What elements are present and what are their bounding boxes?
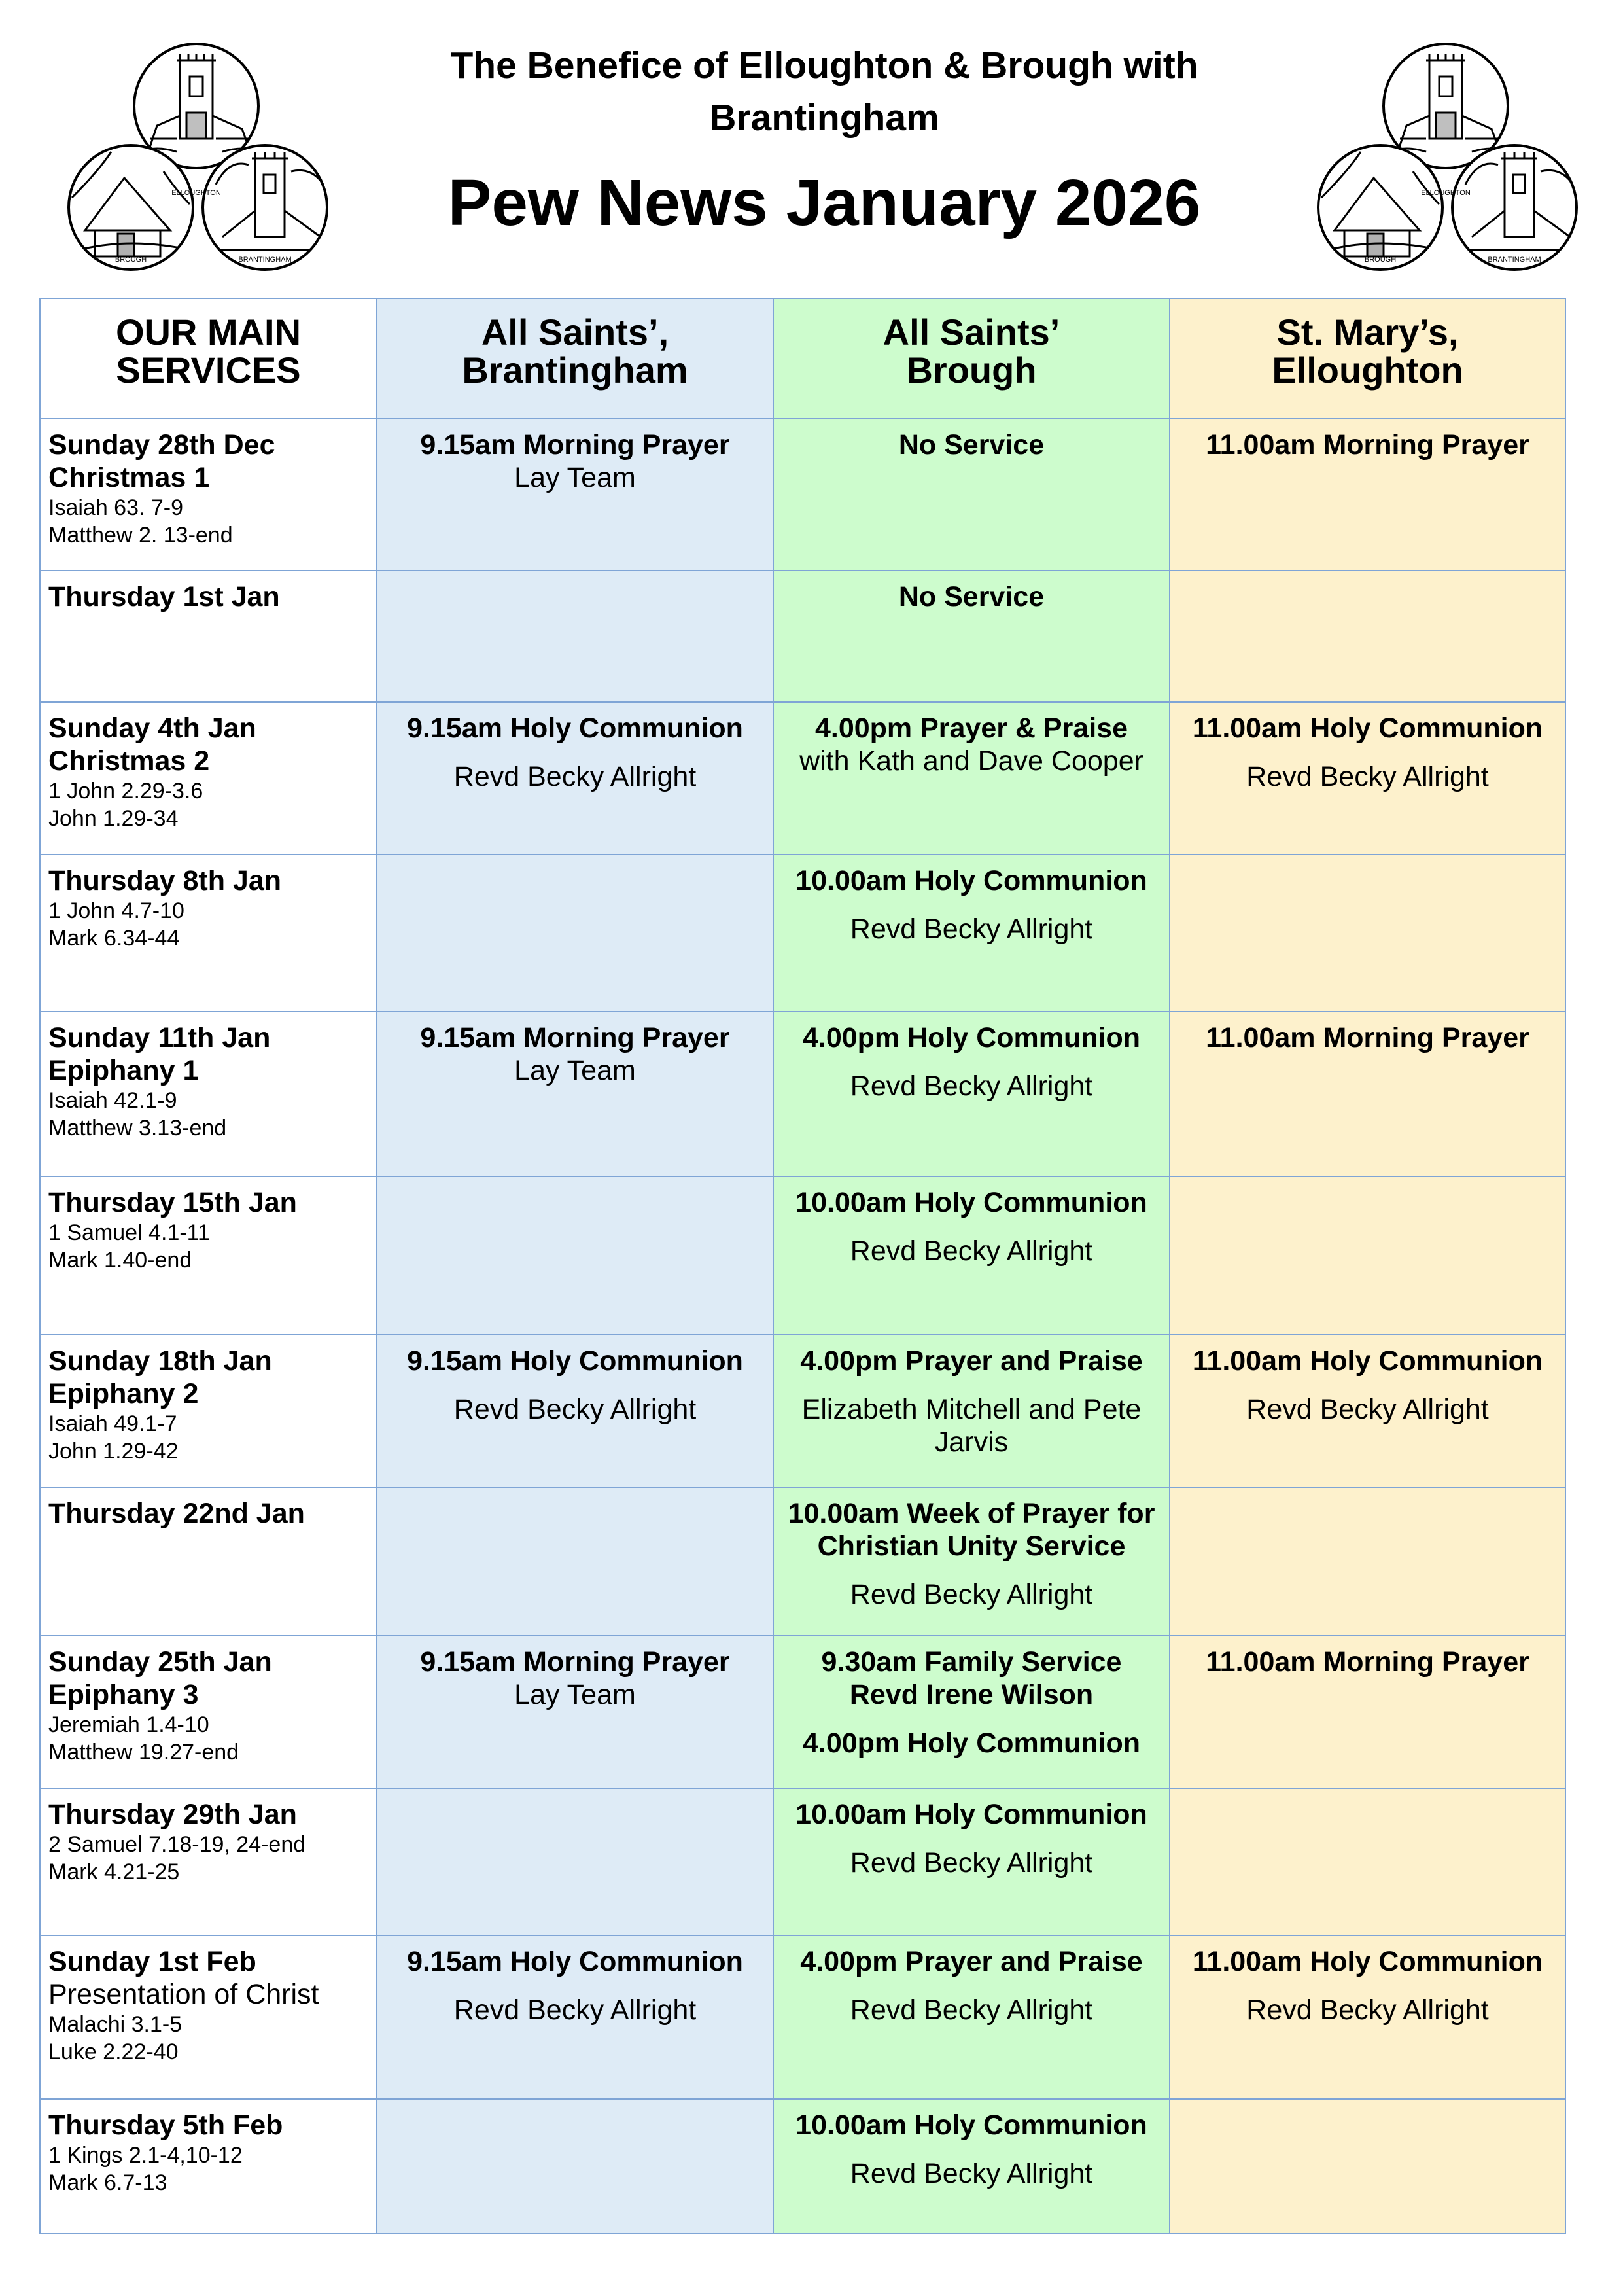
- day-cell: [40, 571, 377, 702]
- service-time: 10.00am Week of Prayer for Christian Unity Service: [788, 1498, 1155, 1562]
- logo-label-brantingham: BRANTINGHAM: [1488, 256, 1541, 264]
- reading: 1 Samuel 4.1-11: [48, 1220, 210, 1245]
- church-brough-drawing: [69, 145, 193, 270]
- day-cell: [40, 1012, 377, 1176]
- service-leader: Lay Team: [514, 1055, 636, 1086]
- table-row: [40, 571, 1565, 702]
- brantingham-cell: [377, 1487, 773, 1636]
- service-time: 4.00pm Prayer & Praise: [814, 713, 1128, 744]
- day-occasion: Epiphany 3: [48, 1679, 199, 1710]
- elloughton-cell: [1170, 1012, 1565, 1176]
- service-time: 9.15am Holy Communion: [407, 1946, 743, 1977]
- elloughton-cell: [1170, 855, 1565, 1012]
- day-occasion: Christmas 1: [48, 462, 210, 493]
- day-cell: [40, 702, 377, 855]
- service-leader: Revd Becky Allright: [850, 913, 1093, 945]
- reading: Mark 6.34-44: [48, 926, 180, 951]
- brough-cell: [773, 419, 1170, 571]
- day-name: Sunday 25th Jan: [48, 1646, 272, 1678]
- brough-cell: [773, 1935, 1170, 2099]
- service-time: 4.00pm Prayer and Praise: [800, 1946, 1143, 1977]
- header-line: St. Mary’s,: [1276, 311, 1459, 353]
- day-name: Sunday 11th Jan: [48, 1022, 271, 1053]
- brough-cell: [773, 1487, 1170, 1636]
- service-time: 4.00pm Prayer and Praise: [800, 1345, 1143, 1377]
- table-row: [40, 1012, 1565, 1176]
- service-time: 9.15am Holy Communion: [407, 1345, 743, 1377]
- brantingham-cell: [377, 855, 773, 1012]
- brough-cell: [773, 1335, 1170, 1487]
- brough-cell: [773, 855, 1170, 1012]
- service-time: 9.30am Family Service: [821, 1646, 1122, 1678]
- service-time: 11.00am Morning Prayer: [1206, 1022, 1529, 1053]
- header-our-main-services: [40, 298, 377, 419]
- service-leader: Revd Becky Allright: [850, 1994, 1093, 2026]
- table-row: [40, 419, 1565, 571]
- header-line: SERVICES: [116, 349, 301, 391]
- day-name: Thursday 29th Jan: [48, 1799, 297, 1830]
- brough-cell: [773, 1012, 1170, 1176]
- reading: Isaiah 42.1-9: [48, 1088, 177, 1113]
- logo-label-elloughton: ELLOUGHTON: [171, 189, 221, 197]
- reading: 1 John 2.29-3.6: [48, 779, 203, 804]
- day-cell: [40, 1176, 377, 1335]
- service-leader: Elizabeth Mitchell and Pete Jarvis: [801, 1394, 1142, 1458]
- service-time: 9.15am Morning Prayer: [420, 1022, 730, 1053]
- day-cell: [40, 1487, 377, 1636]
- service-time: No Service: [898, 581, 1045, 612]
- brough-cell: [773, 702, 1170, 855]
- brough-cell: [773, 2099, 1170, 2233]
- service-time: 11.00am Holy Communion: [1192, 713, 1543, 744]
- day-cell: [40, 1788, 377, 1935]
- service-leader: Revd Becky Allright: [1246, 761, 1489, 792]
- page-title: Pew News January 2026: [447, 166, 1201, 239]
- table-row: [40, 1788, 1565, 1935]
- service-leader: Revd Becky Allright: [850, 1847, 1093, 1879]
- reading: John 1.29-42: [48, 1439, 179, 1464]
- service-time: 10.00am Holy Communion: [795, 1799, 1147, 1830]
- service-leader: Lay Team: [514, 462, 636, 493]
- reading: Mark 4.21-25: [48, 1860, 180, 1884]
- day-cell: [40, 1935, 377, 2099]
- brantingham-cell: [377, 2099, 773, 2233]
- service-time: 9.15am Holy Communion: [407, 713, 743, 744]
- table-row: [40, 2099, 1565, 2233]
- reading: Luke 2.22-40: [48, 2040, 179, 2064]
- service-time: 11.00am Morning Prayer: [1206, 429, 1529, 461]
- brantingham-cell: [377, 571, 773, 702]
- brantingham-cell: [377, 702, 773, 855]
- day-cell: [40, 2099, 377, 2233]
- service-leader: Revd Becky Allright: [850, 1070, 1093, 1102]
- day-cell: [40, 1335, 377, 1487]
- brantingham-cell: [377, 419, 773, 571]
- day-name: Sunday 18th Jan: [48, 1345, 272, 1377]
- service-leader: Revd Becky Allright: [453, 761, 697, 792]
- logo-label-elloughton: ELLOUGHTON: [1421, 189, 1471, 197]
- header-line: All Saints’: [882, 311, 1060, 353]
- church-brantingham-drawing: [1452, 145, 1580, 270]
- benefice-logo-right: [1315, 41, 1583, 276]
- services-table: [39, 298, 1566, 2234]
- brough-cell: [773, 571, 1170, 702]
- church-brough-drawing: [1318, 145, 1442, 270]
- day-name: Sunday 28th Dec: [48, 429, 275, 461]
- day-cell: [40, 855, 377, 1012]
- elloughton-cell: [1170, 702, 1565, 855]
- brough-cell: [773, 1788, 1170, 1935]
- elloughton-cell: [1170, 1487, 1565, 1636]
- reading: 1 John 4.7-10: [48, 898, 184, 923]
- reading: Malachi 3.1-5: [48, 2012, 183, 2037]
- service-leader: Revd Becky Allright: [1246, 1994, 1489, 2026]
- service-time: 4.00pm Holy Communion: [802, 1022, 1141, 1053]
- day-occasion: Epiphany 1: [48, 1055, 199, 1086]
- church-brantingham-drawing: [203, 145, 330, 270]
- day-occasion: Presentation of Christ: [48, 1979, 319, 2010]
- reading: Isaiah 49.1-7: [48, 1411, 177, 1436]
- service-time: 11.00am Morning Prayer: [1206, 1646, 1529, 1678]
- brantingham-cell: [377, 1335, 773, 1487]
- elloughton-cell: [1170, 1636, 1565, 1788]
- reading: Matthew 19.27-end: [48, 1740, 239, 1765]
- reading: Jeremiah 1.4-10: [48, 1712, 209, 1737]
- service-leader: Revd Becky Allright: [1246, 1394, 1489, 1425]
- elloughton-cell: [1170, 1335, 1565, 1487]
- brantingham-cell: [377, 1788, 773, 1935]
- table-header-row: [40, 298, 1565, 419]
- service-leader: Lay Team: [514, 1679, 636, 1710]
- benefice-name-line2: Brantingham: [709, 97, 939, 139]
- header-elloughton: [1170, 298, 1565, 419]
- header-line: Brough: [906, 349, 1037, 391]
- service-leader: with Kath and Dave Cooper: [799, 745, 1143, 777]
- table-row: [40, 702, 1565, 855]
- logo-label-brough: BROUGH: [1364, 256, 1397, 264]
- day-occasion: Epiphany 2: [48, 1378, 199, 1409]
- day-name: Thursday 15th Jan: [48, 1187, 297, 1218]
- header-brantingham: [377, 298, 773, 419]
- service-time: 9.15am Morning Prayer: [420, 429, 730, 461]
- day-cell: [40, 419, 377, 571]
- elloughton-cell: [1170, 2099, 1565, 2233]
- day-name: Sunday 1st Feb: [48, 1946, 256, 1977]
- benefice-name-line1: The Benefice of Elloughton & Brough with: [450, 44, 1198, 86]
- reading: Mark 6.7-13: [48, 2170, 167, 2195]
- service-time: 9.15am Morning Prayer: [420, 1646, 730, 1678]
- table-row: [40, 1335, 1565, 1487]
- day-name: Thursday 22nd Jan: [48, 1498, 305, 1529]
- logo-label-brantingham: BRANTINGHAM: [238, 256, 292, 264]
- service-time: 4.00pm Holy Communion: [802, 1727, 1141, 1759]
- day-name: Sunday 4th Jan: [48, 713, 256, 744]
- day-cell: [40, 1636, 377, 1788]
- reading: 1 Kings 2.1-4,10-12: [48, 2143, 243, 2168]
- service-leader: Revd Irene Wilson: [849, 1679, 1094, 1710]
- service-time: 10.00am Holy Communion: [795, 2110, 1147, 2141]
- service-time: 10.00am Holy Communion: [795, 1187, 1147, 1218]
- reading: Matthew 2. 13-end: [48, 523, 233, 548]
- service-time: No Service: [898, 429, 1045, 461]
- day-name: Thursday 8th Jan: [48, 865, 282, 896]
- brough-cell: [773, 1176, 1170, 1335]
- page-header: [366, 39, 1282, 242]
- service-time: 11.00am Holy Communion: [1192, 1946, 1543, 1977]
- service-time: 11.00am Holy Communion: [1192, 1345, 1543, 1377]
- service-leader: Revd Becky Allright: [453, 1994, 697, 2026]
- reading: Mark 1.40-end: [48, 1248, 192, 1273]
- table-row: [40, 1935, 1565, 2099]
- elloughton-cell: [1170, 571, 1565, 702]
- reading: 2 Samuel 7.18-19, 24-end: [48, 1832, 306, 1857]
- header-line: OUR MAIN: [115, 311, 302, 353]
- table-row: [40, 1487, 1565, 1636]
- service-leader: Revd Becky Allright: [453, 1394, 697, 1425]
- header-line: Elloughton: [1272, 349, 1463, 391]
- reading: Isaiah 63. 7-9: [48, 495, 184, 520]
- brantingham-cell: [377, 1176, 773, 1335]
- service-time: 10.00am Holy Communion: [795, 865, 1147, 896]
- service-leader: Revd Becky Allright: [850, 2158, 1093, 2189]
- day-occasion: Christmas 2: [48, 745, 210, 777]
- elloughton-cell: [1170, 1788, 1565, 1935]
- table-row: [40, 1176, 1565, 1335]
- table-row: [40, 855, 1565, 1012]
- table-row: [40, 1636, 1565, 1788]
- header-line: Brantingham: [462, 349, 688, 391]
- logo-label-brough: BROUGH: [114, 256, 147, 264]
- reading: Matthew 3.13-end: [48, 1116, 227, 1140]
- benefice-logo-left: [65, 41, 334, 276]
- header-line: All Saints’,: [481, 311, 669, 353]
- elloughton-cell: [1170, 1176, 1565, 1335]
- brough-cell: [773, 1636, 1170, 1788]
- reading: John 1.29-34: [48, 806, 179, 831]
- brantingham-cell: [377, 1935, 773, 2099]
- service-leader: Revd Becky Allright: [850, 1579, 1093, 1610]
- brantingham-cell: [377, 1012, 773, 1176]
- day-name: Thursday 5th Feb: [48, 2110, 283, 2141]
- elloughton-cell: [1170, 1935, 1565, 2099]
- header-brough: [773, 298, 1170, 419]
- elloughton-cell: [1170, 419, 1565, 571]
- day-name: Thursday 1st Jan: [48, 581, 280, 612]
- brantingham-cell: [377, 1636, 773, 1788]
- service-leader: Revd Becky Allright: [850, 1235, 1093, 1267]
